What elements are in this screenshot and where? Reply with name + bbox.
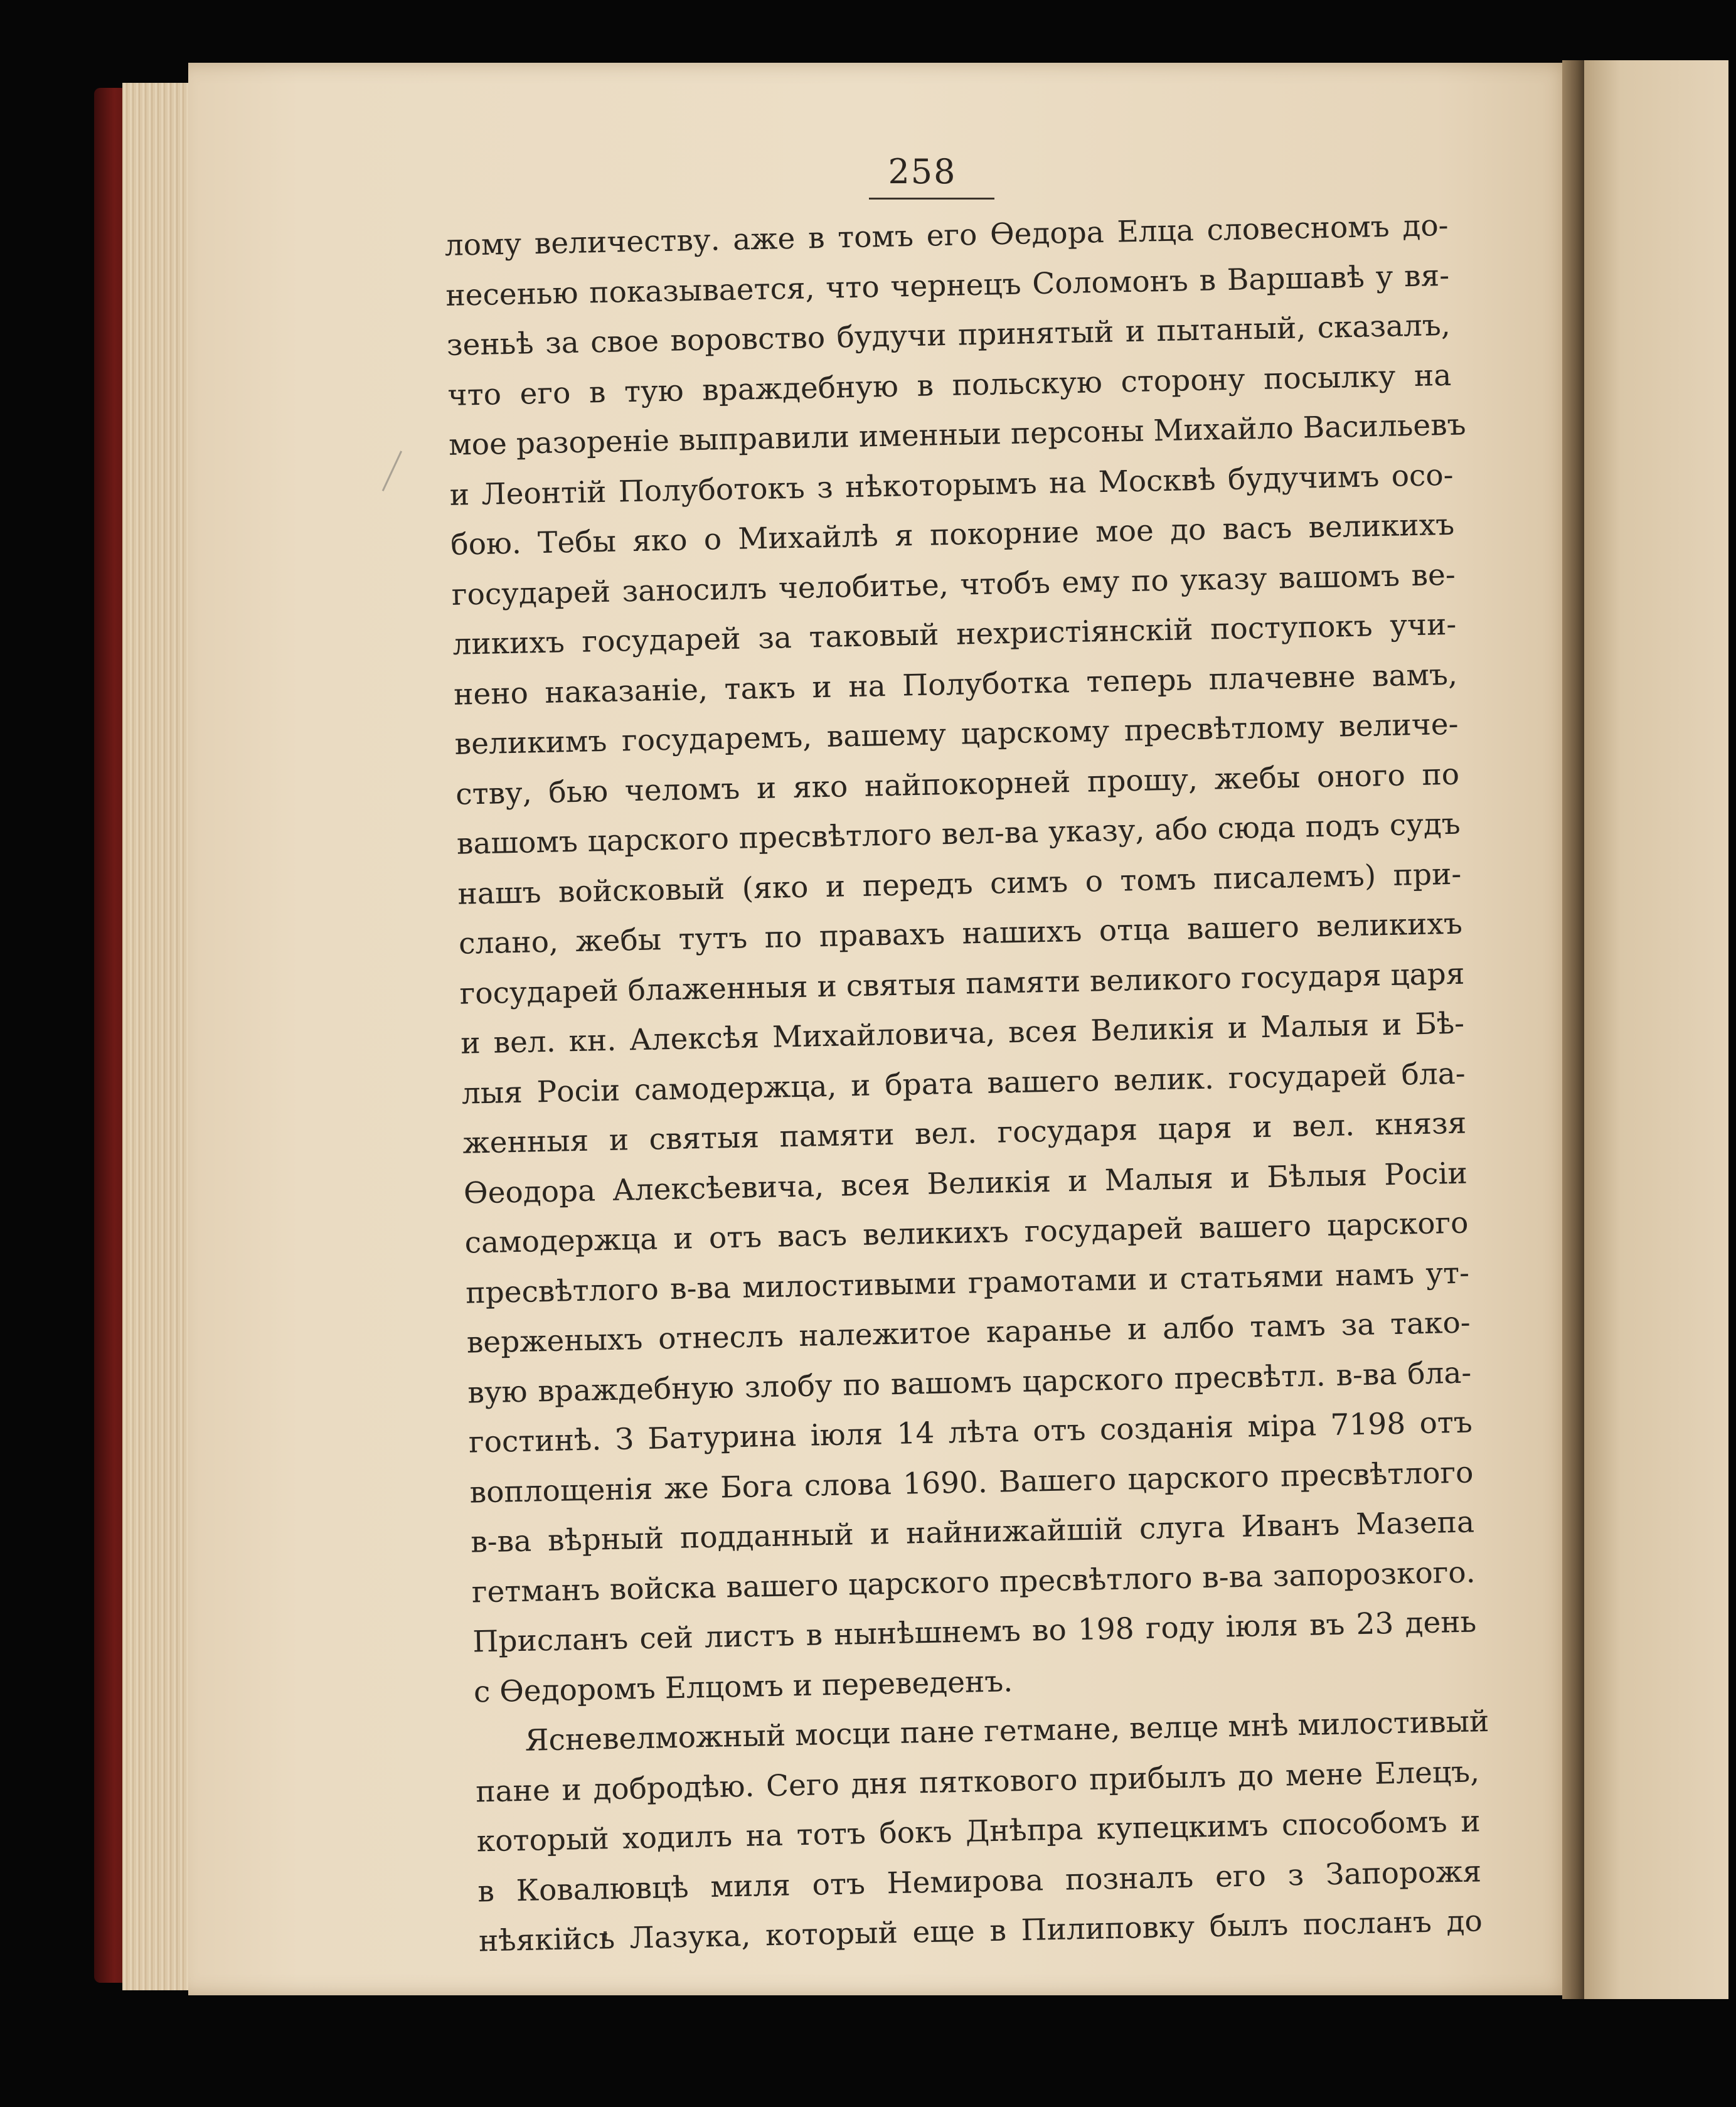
text-line: и Леонтій Полуботокъ з нѣкоторымъ на Москвѣ будучимъ осо- <box>449 457 1454 513</box>
text-line: гостинѣ. З Батурина іюля 14 лѣта отъ созданія міра 7198 отъ <box>468 1405 1473 1460</box>
text-line: нѣякійсь Лазука, который еще в Пилиповку былъ посланъ до <box>478 1904 1483 1959</box>
text-line: ликихъ государей за таковый нехристіянскій поступокъ учи- <box>452 607 1457 662</box>
text-line: самодержца и отъ васъ великихъ государей вашего царского <box>464 1205 1469 1261</box>
text-line: пане и добродѣю. Сего дня пяткового прибылъ до мене Елецъ, <box>475 1754 1480 1809</box>
body-text <box>444 201 1489 1966</box>
text-line: пресвѣтлого в-ва милостивыми грамотами и статьями намъ ут- <box>465 1256 1470 1311</box>
text-line: лому величеству. аже в томъ его Өедора Елца словесномъ до- <box>444 208 1449 263</box>
text-line: вую враждебную злобу по вашомъ царского пресвѣтл. в-ва бла- <box>467 1355 1472 1411</box>
text-line: в-ва вѣрный подданный и найнижайшій слуга Иванъ Мазепа <box>470 1505 1475 1560</box>
text-line: и вел. кн. Алексѣя Михайловича, всея Великія и Малыя и Бѣ- <box>460 1006 1465 1061</box>
text-line: вашомъ царского пресвѣтлого вел-ва указу, або сюда подъ судъ <box>456 806 1461 861</box>
text-line: женныя и святыя памяти вел. государя царя и вел. князя <box>462 1106 1467 1161</box>
text-line: нено наказаніе, такъ и на Полуботка теперь плачевне вамъ, <box>453 657 1458 712</box>
text-line: который ходилъ на тотъ бокъ Днѣпра купецкимъ способомъ и <box>476 1804 1481 1859</box>
text-line: что его в тую враждебную в польскую сторону посылку на <box>447 358 1452 413</box>
text-line: мое разореніе выправили именныи персоны Михайло Васильевъ <box>448 407 1467 462</box>
text-line: Өеодора Алексѣевича, всея Великія и Малыя и Бѣлыя Росіи <box>463 1156 1468 1211</box>
text-line: бою. Тебы яко о Михайлѣ я покорние мое до васъ великихъ <box>450 507 1455 562</box>
text-line: гетманъ войска вашего царского пресвѣтлого в-ва запорозкого. <box>471 1554 1476 1610</box>
text-line: лыя Росіи самодержца, и брата вашего велик. государей бла- <box>461 1056 1466 1111</box>
book-gutter <box>1562 60 1587 1999</box>
text-line: слано, жебы тутъ по правахъ нашихъ отца вашего великихъ <box>458 906 1463 961</box>
text-line: верженыхъ отнеслъ належитое каранье и албо тамъ за тако- <box>466 1305 1471 1360</box>
text-line: зеньѣ за свое воровство будучи принятый и пытаный, сказалъ, <box>446 307 1451 363</box>
facing-page-edge <box>1584 60 1728 1999</box>
page-number-rule <box>869 198 994 200</box>
text-line: государей блаженныя и святыя памяти великого государя царя <box>459 956 1465 1011</box>
page-stack-edges <box>122 83 198 1990</box>
text-line: государей заносилъ челобитье, чтобъ ему по указу вашомъ ве- <box>451 557 1456 612</box>
text-line: великимъ государемъ, вашему царскому пресвѣтлому величе- <box>454 707 1459 762</box>
text-line: Присланъ сей листъ в нынѣшнемъ во 198 году іюля въ 23 день <box>472 1604 1477 1660</box>
text-line: с Өедоромъ Елцомъ и переведенъ. <box>473 1663 1013 1710</box>
text-line: несенью показывается, что чернецъ Соломонъ в Варшавѣ у вя- <box>445 258 1450 313</box>
text-line: в Ковалювцѣ миля отъ Немирова позналъ его з Запорожя <box>477 1854 1482 1909</box>
page-number: 258 <box>888 152 957 191</box>
text-line: ству, бью челомъ и яко найпокорней прошу, жебы оного по <box>455 757 1460 812</box>
text-line: нашъ войсковый (яко и передъ симъ о томъ писалемъ) при- <box>457 856 1462 912</box>
text-line: воплощенія же Бога слова 1690. Вашего царского пресвѣтлого <box>469 1454 1474 1510</box>
text-line: Ясневелможный мосци пане гетмане, велце мнѣ милостивый <box>525 1704 1489 1758</box>
